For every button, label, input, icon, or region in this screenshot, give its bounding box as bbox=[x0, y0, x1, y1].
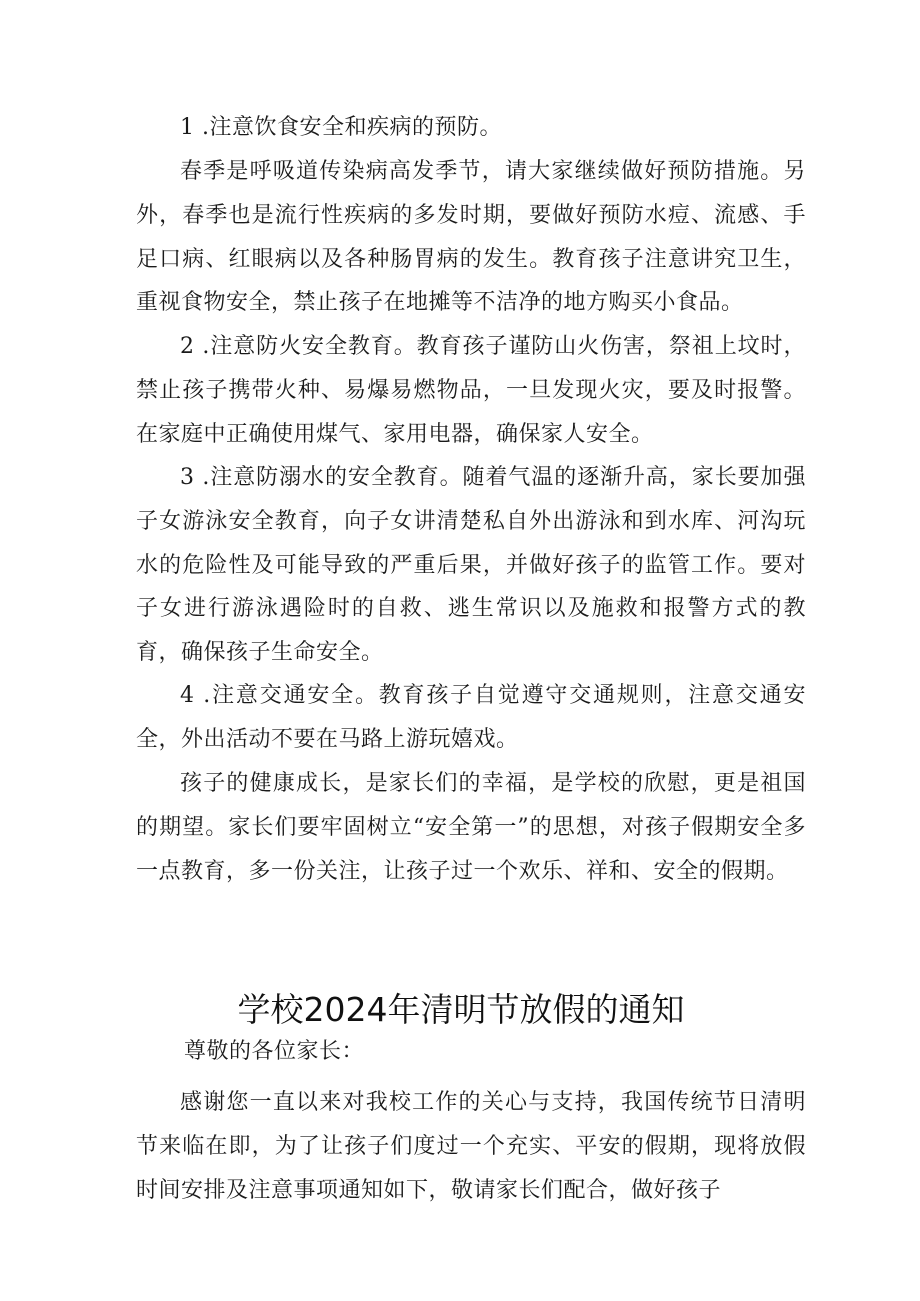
paragraph-intro: 感谢您一直以来对我校工作的关心与支持，我国传统节日清明节来临在即，为了让孩子们度过一个充实、平安的假期，现将放假时间安排及注意事项通知如下，敬请家长们配合，做好孩子 bbox=[136, 1090, 806, 1203]
notice-title: 学校2024年清明节放假的通知 bbox=[237, 990, 685, 1029]
paragraph-disease-prevention: 春季是呼吸道传染病高发季节，请大家继续做好预防措施。另外，春季也是流行性疾病的多发时期，要做好预防水痘、流感、手足口病、红眼病以及各种肠胃病的发生。教育孩子注意讲究卫生，重视食物安全，禁止孩子在地摊等不洁净的地方购买小食品。 bbox=[136, 159, 806, 316]
paragraph-fire-safety: 2 .注意防火安全教育。教育孩子谨防山火伤害，祭祖上坟时，禁止孩子携带火种、易爆易燃物品，一旦发现火灾，要及时报警。在家庭中正确使用煤气、家用电器，确保家人安全。 bbox=[136, 334, 806, 447]
paragraph-traffic-safety: 4 .注意交通安全。教育孩子自觉遵守交通规则，注意交通安全，外出活动不要在马路上游玩嬉戏。 bbox=[136, 683, 806, 752]
paragraph-drowning-safety: 3 .注意防溺水的安全教育。随着气温的逐渐升高，家长要加强子女游泳安全教育，向子女讲清楚私自外出游泳和到水库、河沟玩水的危险性及可能导致的严重后果，并做好孩子的监管工作。要对子女进行游泳遇险时的自救、逃生常识以及施救和报警方式的教育，确保孩子生命安全。 bbox=[136, 465, 806, 666]
paragraph-closing: 孩子的健康成长，是家长们的幸福，是学校的欣慰，更是祖国的期望。家长们要牢固树立“安全第一”的思想，对孩子假期安全多一点教育，多一份关注，让孩子过一个欢乐、祥和、安全的假期。 bbox=[136, 771, 806, 884]
section-heading-food-safety: 1 .注意饮食安全和疾病的预防。 bbox=[180, 115, 502, 140]
salutation: 尊敬的各位家长： bbox=[184, 1039, 365, 1064]
